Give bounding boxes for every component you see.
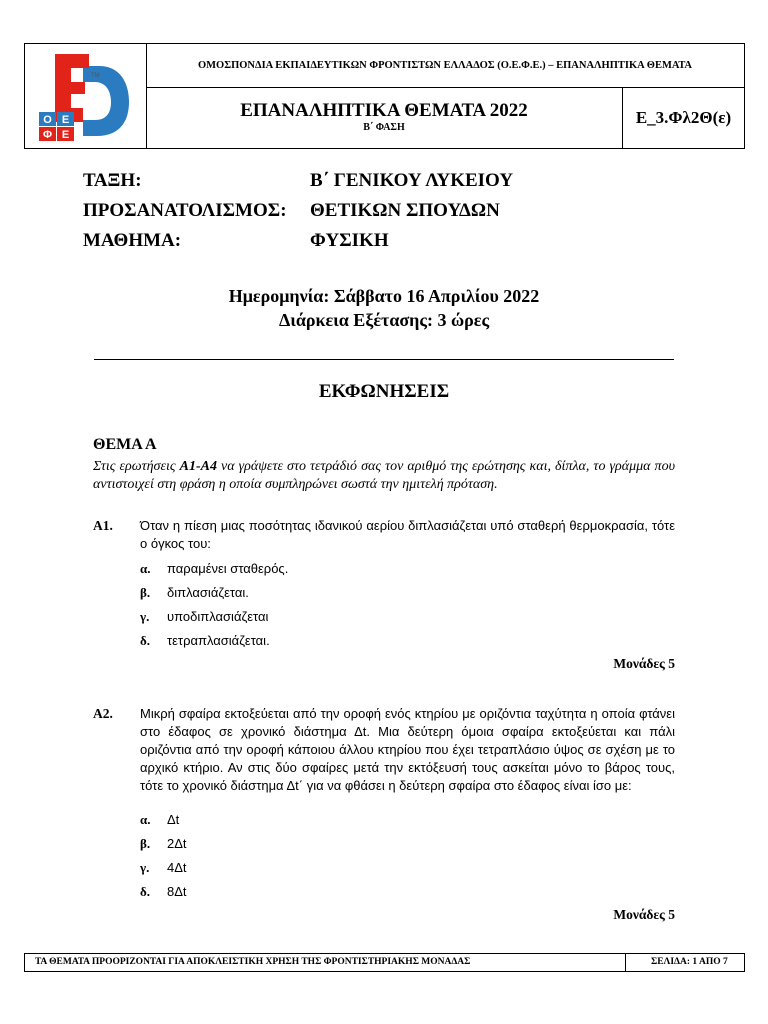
option-letter: α. [140, 561, 151, 576]
answer-option [140, 633, 270, 649]
logo-letter: Ε [61, 129, 70, 141]
answer-option [140, 812, 179, 828]
info-key: ΠΡΟΣΑΝΑΤΟΛΙΣΜΟΣ: [83, 200, 287, 221]
answer-option [140, 585, 249, 601]
exam-code: Ε_3.Φλ2Θ(ε) [635, 108, 732, 127]
oefe-logo [25, 44, 146, 148]
option-text: διπλασιάζεται. [167, 585, 249, 600]
logo-letter: Ε [61, 114, 70, 126]
option-letter: β. [140, 836, 151, 851]
federation-title: ΟΜΟΣΠΟΝΔΙΑ ΕΚΠΑΙΔΕΥΤΙΚΩΝ ΦΡΟΝΤΙΣΤΩΝ ΕΛΛΑΔΟΣ (Ο.Ε.Φ.Ε.) – ΕΠΑΝΑΛΗΠΤΙΚΑ ΘΕΜΑΤΑ [146, 44, 744, 88]
intro-text: Στις ερωτήσεις [93, 459, 180, 474]
option-text: 2Δt [167, 836, 187, 851]
info-value: ΘΕΤΙΚΩΝ ΣΠΟΥΔΩΝ [310, 200, 500, 221]
page-footer [24, 953, 745, 972]
exam-phase: Β΄ ΦΑΣΗ [363, 122, 405, 133]
intro-text: να γράψετε στο τετράδιό σας τον αριθμό της ερώτησης και, δίπλα, το γράμμα που αντιστοιχεί στη φράση η οποία συμπληρώνει σωστά την ημιτελή πρόταση. [93, 459, 675, 492]
question-label: Α1. [93, 518, 113, 533]
svg-text:TM: TM [91, 73, 100, 79]
option-text: 4Δt [167, 860, 187, 875]
exam-date: Ημερομηνία: Σάββατο 16 Απριλίου 2022 [228, 286, 540, 306]
answer-option [140, 836, 187, 852]
info-row [83, 170, 513, 200]
option-text: Δt [167, 812, 180, 827]
marks: Μονάδες 5 [613, 656, 675, 671]
info-row [83, 200, 513, 230]
logo-cell [25, 44, 147, 148]
intro-range: Α1-Α4 [179, 459, 217, 474]
option-letter: β. [140, 585, 151, 600]
header-table [24, 43, 745, 149]
option-text: 8Δt [167, 884, 187, 899]
page-number: ΣΕΛΙΔΑ: 1 ΑΠΟ 7 [651, 957, 728, 967]
question-label: Α2. [93, 706, 113, 721]
divider-line [94, 359, 674, 360]
answer-option [140, 884, 187, 900]
info-key: ΤΑΞΗ: [83, 170, 142, 191]
answer-option [140, 609, 268, 625]
option-letter: α. [140, 812, 151, 827]
option-letter: δ. [140, 633, 150, 648]
thema-title: ΘΕΜΑ Α [93, 436, 157, 453]
question-text: Μικρή σφαίρα εκτοξεύεται από την οροφή ενός κτηρίου με οριζόντια ταχύτητα η οποία φτάνει στο έδαφος σε χρονικό διάστημα Δt. Μια δεύτερη όμοια σφαίρα εκτοξεύεται και πάλι οριζόντια από την οροφή κάποιου άλλου κτηρίου που έχει τετραπλάσιο ύψος σε σχέση με το αρχικό κτήριο. Αν στις δύο σφαίρες μετά την εκτόξευσή τους ασκείται μόνο το βάρος τους, τότε το χρονικό διάστημα Δt΄ για να φθάσει η δεύτερη σφαίρα στο έδαφος είναι ίσο με: [140, 706, 675, 793]
info-row [83, 230, 513, 260]
answer-option [140, 561, 288, 577]
logo-letter: Ο [43, 114, 52, 126]
exam-duration: Διάρκεια Εξέτασης: 3 ώρες [278, 310, 490, 330]
option-text: υποδιπλασιάζεται [167, 609, 269, 624]
info-value: ΦΥΣΙΚΗ [310, 230, 389, 251]
answer-option [140, 860, 187, 876]
footer-divider [625, 954, 626, 971]
thema-intro [93, 458, 675, 494]
section-title: ΕΚΦΩΝΗΣΕΙΣ [318, 381, 450, 402]
marks: Μονάδες 5 [613, 907, 675, 922]
option-letter: γ. [140, 860, 150, 875]
question-text: Όταν η πίεση μιας ποσότητας ιδανικού αερίου διπλασιάζεται υπό σταθερή θερμοκρασία, τότε ο όγκος του: [140, 518, 675, 551]
logo-letter: Φ [42, 129, 53, 141]
info-value: Β΄ ΓΕΝΙΚΟΥ ΛΥΚΕΙΟΥ [310, 170, 514, 191]
exam-info [83, 170, 513, 260]
footer-notice: ΤΑ ΘΕΜΑΤΑ ΠΡΟΟΡΙΖΟΝΤΑΙ ΓΙΑ ΑΠΟΚΛΕΙΣΤΙΚΗ ΧΡΗΣΗ ΤΗΣ ΦΡΟΝΤΙΣΤΗΡΙΑΚΗΣ ΜΟΝΑΔΑΣ [35, 957, 471, 967]
option-text: παραμένει σταθερός. [167, 561, 289, 576]
option-text: τετραπλασιάζεται. [167, 633, 270, 648]
date-block [0, 284, 768, 332]
info-key: ΜΑΘΗΜΑ: [83, 230, 182, 251]
option-letter: δ. [140, 884, 150, 899]
option-letter: γ. [140, 609, 150, 624]
exam-title: ΕΠΑΝΑΛΗΠΤΙΚΑ ΘΕΜΑΤΑ 2022 [240, 100, 528, 121]
exam-title-cell [146, 88, 623, 148]
